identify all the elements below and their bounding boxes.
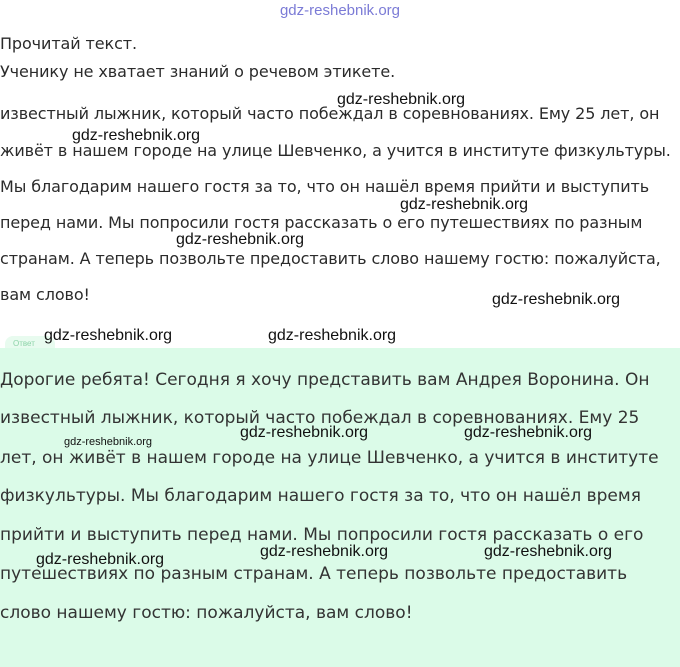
watermark: gdz-reshebnik.org: [337, 91, 466, 108]
watermark: gdz-reshebnik.org: [64, 436, 153, 448]
answer-tab-label: Ответ: [13, 339, 35, 348]
text-line: Мы благодарим нашего гостя за то, что он нашёл время прийти и выступить: [0, 177, 650, 196]
watermark: gdz-reshebnik.org: [36, 551, 165, 568]
text-line: известный лыжник, который часто побеждал в соревнованиях. Ему 25 лет, он: [0, 104, 660, 123]
text-line: перед нами. Мы попросили гостя рассказать о его путешествиях по разным: [0, 213, 643, 232]
watermark: gdz-reshebnik.org: [44, 327, 173, 344]
watermark: gdz-reshebnik.org: [240, 424, 369, 441]
watermark: gdz-reshebnik.org: [484, 543, 613, 560]
answer-line: путешествиях по разным странам. А теперь позвольте предоставить: [0, 564, 628, 584]
answer-line: Дорогие ребята! Сегодня я хочу представить вам Андрея Воронина. Он: [0, 370, 650, 390]
watermark: gdz-reshebnik.org: [492, 291, 621, 308]
answer-line: известный лыжник, который часто побеждал в соревнованиях. Ему 25: [0, 408, 640, 428]
answer-line: лет, он живёт в нашем городе на улице Шевченко, а учится в институте: [0, 448, 659, 468]
watermark: gdz-reshebnik.org: [400, 196, 529, 213]
answer-line: слово нашему гостю: пожалуйста, вам слово!: [0, 603, 413, 623]
task-statement: Ученику не хватает знаний о речевом этикете.: [0, 62, 396, 81]
watermark: gdz-reshebnik.org: [260, 543, 389, 560]
text-line: вам слово!: [0, 285, 90, 304]
watermark: gdz-reshebnik.org: [176, 231, 305, 248]
answer-line: прийти и выступить перед нами. Мы попросили гостя рассказать о его: [0, 525, 644, 545]
watermark: gdz-reshebnik.org: [464, 424, 593, 441]
watermark: gdz-reshebnik.org: [268, 327, 397, 344]
answer-line: физкультуры. Мы благодарим нашего гостя за то, что он нашёл время: [0, 486, 641, 506]
watermark: gdz-reshebnik.org: [72, 127, 201, 144]
text-line: странам. А теперь позвольте предоставить слово нашему гостю: пожалуйста,: [0, 249, 661, 268]
task-instruction: Прочитай текст.: [0, 34, 137, 53]
site-watermark-top: gdz-reshebnik.org: [279, 2, 401, 19]
text-line: живёт в нашем городе на улице Шевченко, а учится в институте физкультуры.: [0, 141, 671, 160]
